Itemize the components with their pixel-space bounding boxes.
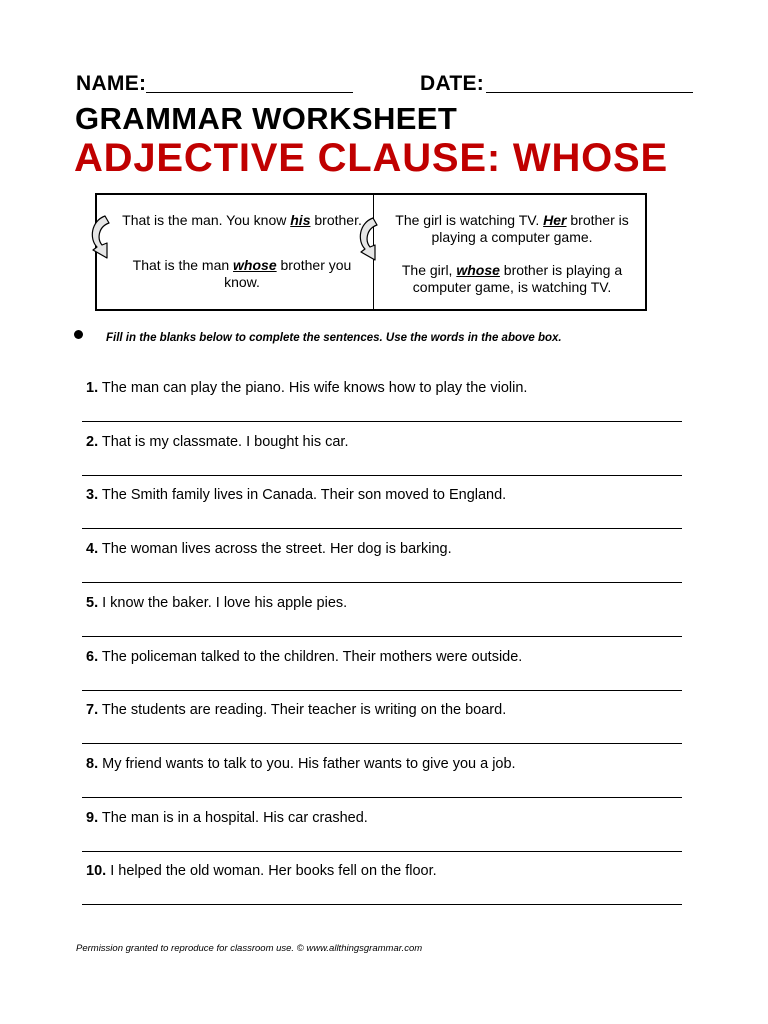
answer-line[interactable]	[82, 475, 682, 476]
answer-line[interactable]	[82, 797, 682, 798]
date-field-line[interactable]	[486, 92, 693, 93]
question-item	[86, 541, 452, 557]
question-number: 4.	[86, 541, 99, 558]
question-text: I know the baker. I love his apple pies.	[102, 594, 348, 611]
bullet-icon	[74, 330, 83, 339]
footer-permission: Permission granted to reproduce for classroom use. © www.allthingsgrammar.com	[76, 943, 423, 954]
question-number: 6.	[86, 648, 99, 665]
emphasized-word: his	[290, 212, 311, 228]
question-item	[86, 380, 527, 396]
answer-line[interactable]	[82, 904, 682, 905]
emphasized-word: whose	[233, 257, 277, 273]
example-right-sentence-2: The girl, whose brother is playing a computer game, is watching TV.	[401, 262, 623, 295]
question-number: 8.	[86, 755, 99, 772]
question-text: The policeman talked to the children. Their mothers were outside.	[101, 648, 523, 665]
question-item	[86, 756, 516, 772]
question-item	[86, 595, 347, 611]
emphasized-word: Her	[543, 212, 567, 228]
worksheet-title: ADJECTIVE CLAUSE: WHOSE	[74, 136, 669, 180]
question-number: 2.	[86, 433, 99, 450]
question-number: 10.	[86, 863, 107, 880]
example-left-sentence-2: That is the man whose brother you know.	[132, 257, 352, 290]
question-item	[86, 863, 437, 879]
answer-line[interactable]	[82, 421, 682, 422]
answer-line[interactable]	[82, 690, 682, 691]
example-right-sentence-1: The girl is watching TV. Her brother is playing a computer game.	[395, 212, 629, 245]
question-text: The man can play the piano. His wife knows how to play the violin.	[101, 380, 528, 396]
question-number: 7.	[86, 702, 99, 719]
question-text: My friend wants to talk to you. His father wants to give you a job.	[102, 755, 516, 772]
question-text: The man is in a hospital. His car crashed.	[101, 809, 368, 826]
question-number: 1.	[86, 380, 99, 396]
instructions: Fill in the blanks below to complete the sentences. Use the words in the above box.	[106, 332, 562, 344]
question-text: The students are reading. Their teacher is writing on the board.	[101, 702, 507, 719]
example-left-sentence-1: That is the man. You know his brother.	[122, 212, 362, 228]
answer-line[interactable]	[82, 528, 682, 529]
question-item	[86, 434, 348, 450]
answer-line[interactable]	[82, 743, 682, 744]
answer-line[interactable]	[82, 851, 682, 852]
question-item	[86, 649, 522, 665]
question-text: I helped the old woman. Her books fell on the floor.	[110, 863, 437, 880]
emphasized-word: whose	[456, 262, 500, 278]
question-text: The woman lives across the street. Her dog is barking.	[101, 541, 452, 558]
name-label: NAME:	[76, 72, 147, 95]
header-row	[76, 72, 696, 100]
question-number: 3.	[86, 487, 99, 504]
question-text: The Smith family lives in Canada. Their son moved to England.	[101, 487, 507, 504]
question-item	[86, 702, 506, 718]
worksheet-subtitle: GRAMMAR WORKSHEET	[75, 101, 458, 136]
date-label: DATE:	[420, 72, 485, 95]
answer-line[interactable]	[82, 636, 682, 637]
question-number: 9.	[86, 809, 99, 826]
example-box	[95, 193, 647, 311]
question-text: That is my classmate. I bought his car.	[101, 433, 349, 450]
question-item	[86, 810, 368, 826]
answer-line[interactable]	[82, 582, 682, 583]
question-number: 5.	[86, 594, 99, 611]
name-field-line[interactable]	[146, 92, 353, 93]
question-item	[86, 487, 506, 503]
curved-arrow-icon	[85, 213, 117, 267]
